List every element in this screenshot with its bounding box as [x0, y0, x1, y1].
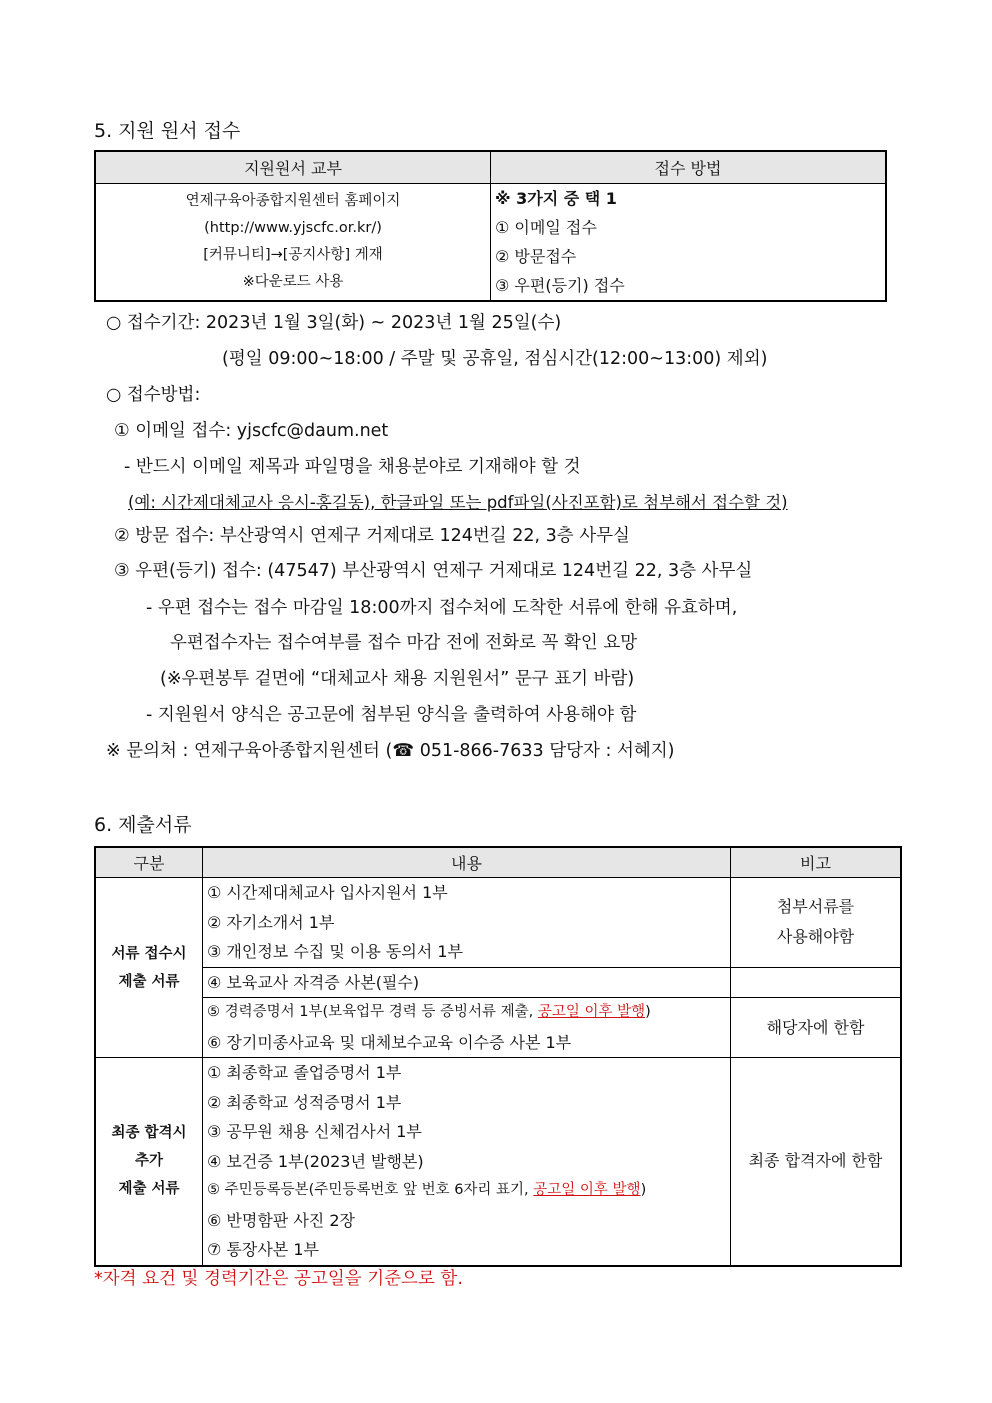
visit-line: ② 방문 접수: 부산광역시 연제구 거제대로 124번길 22, 3층 사무실 — [114, 526, 630, 546]
table-row — [95, 878, 901, 968]
distribution-url: (http://www.yjscfc.or.kr/) — [204, 220, 382, 236]
footnote: *자격 요건 및 경력기간은 공고일을 기준으로 함. — [94, 1269, 463, 1289]
post-note: - 우편 접수는 접수 마감일 18:00까지 접수처에 도착한 서류에 한해 유효하며, — [146, 598, 738, 618]
list-item: ④ 보육교사 자격증 사본(필수) — [207, 972, 420, 992]
col-header-distribution: 지원원서 교부 — [95, 151, 491, 184]
remark-cell — [731, 998, 902, 1058]
item-highlight: 공고일 이후 발행 — [537, 1004, 646, 1020]
method-item: ③ 우편(등기) 접수 — [495, 276, 625, 295]
email-note: - 반드시 이메일 제목과 파일명을 채용분야로 기재해야 할 것 — [124, 457, 581, 477]
item-text: ⑤ 경력증명서 1부(보육업무 경력 등 증빙서류 제출, — [207, 1004, 538, 1020]
section6-title: 6. 제출서류 — [94, 814, 192, 836]
list-item: ② 자기소개서 1부 — [207, 912, 335, 932]
items-cell — [203, 878, 731, 968]
list-item — [207, 1176, 726, 1206]
remark-line: 최종 합격자에 한함 — [748, 1151, 883, 1171]
item-text: ) — [640, 1182, 647, 1198]
section5-title: 5. 지원 원서 접수 — [94, 120, 241, 142]
items-cell — [203, 967, 731, 998]
col-header-remark: 비고 — [731, 847, 902, 878]
post-note: 우편접수자는 접수여부를 접수 마감 전에 전화로 꼭 확인 요망 — [170, 633, 638, 653]
list-item: ⑥ 장기미종사교육 및 대체보수교육 이수증 사본 1부 — [207, 1032, 572, 1052]
contact-prefix: ※ 문의처 : 연제구육아종합지원센터 ( — [106, 741, 393, 761]
list-item: ① 최종학교 졸업증명서 1부 — [207, 1063, 402, 1082]
category-line: 최종 합격시 — [111, 1125, 187, 1142]
category-cell — [95, 878, 203, 1058]
remark-cell-empty — [731, 967, 902, 998]
distribution-line: 연제구육아종합지원센터 홈페이지 — [185, 193, 401, 209]
contact-line — [106, 737, 675, 762]
table-row — [95, 1058, 901, 1266]
remark-cell — [731, 878, 902, 968]
method-choose: ※ 3가지 중 택 1 — [495, 189, 617, 208]
list-item: ⑦ 통장사본 1부 — [207, 1240, 319, 1259]
item-text: ) — [645, 1004, 651, 1020]
list-item: ① 시간제대체교사 입사지원서 1부 — [207, 883, 448, 902]
col-header-method: 접수 방법 — [491, 151, 887, 184]
period-line: ○ 접수기간: 2023년 1월 3일(화) ~ 2023년 1월 25일(수) — [106, 313, 562, 333]
post-line: ③ 우편(등기) 접수: (47547) 부산광역시 연제구 거제대로 124번길 22, 3층 사무실 — [114, 561, 753, 581]
list-item — [207, 998, 726, 1028]
table-row — [95, 967, 901, 998]
items-cell — [203, 1058, 731, 1266]
method-item: ① 이메일 접수 — [495, 218, 597, 237]
list-item: ⑥ 반명함판 사진 2장 — [207, 1210, 355, 1230]
period-note: (평일 09:00~18:00 / 주말 및 공휴일, 점심시간(12:00~13:00) 제외) — [222, 349, 768, 369]
list-item: ④ 보건증 1부(2023년 발행본) — [207, 1151, 424, 1171]
remark-line: 사용해야함 — [776, 927, 855, 947]
category-line: 서류 접수시 — [111, 945, 187, 962]
list-item: ③ 공무원 채용 신체검사서 1부 — [207, 1122, 422, 1141]
remark-cell — [731, 1058, 902, 1266]
contact-suffix: 051-866-7633 담당자 : 서혜지) — [414, 741, 675, 761]
item-highlight: 공고일 이후 발행 — [533, 1182, 641, 1198]
items-cell — [203, 998, 731, 1058]
category-line: 제출 서류 — [118, 973, 180, 990]
application-table — [94, 150, 887, 302]
distribution-line: ※다운로드 사용 — [242, 274, 344, 290]
category-line: 추가 — [134, 1153, 163, 1170]
list-item: ③ 개인정보 수집 및 이용 동의서 1부 — [207, 942, 463, 961]
post-note: (※우편봉투 겉면에 “대체교사 채용 지원원서” 문구 표기 바람) — [160, 669, 635, 689]
form-note: - 지원원서 양식은 공고문에 첨부된 양식을 출력하여 사용해야 함 — [146, 705, 637, 725]
method-item: ② 방문접수 — [495, 247, 577, 266]
remark-line: 해당자에 한함 — [766, 1017, 865, 1037]
email-line: ① 이메일 접수: yjscfc@daum.net — [114, 421, 389, 441]
col-header-content: 내용 — [203, 847, 731, 878]
item-text: ⑤ 주민등록등본(주민등록번호 앞 번호 6자리 표기, — [207, 1182, 534, 1198]
category-cell — [95, 1058, 203, 1266]
method-label: ○ 접수방법: — [106, 385, 201, 405]
distribution-line: [커뮤니티]→[공지사항] 게재 — [203, 247, 383, 263]
phone-icon: ☎ — [392, 741, 415, 761]
email-example: (예: 시간제대체교사 응시-홍길동), 한글파일 또는 pdf파일(사진포함)로 첨부해서 접수할 것) — [128, 493, 788, 512]
category-line: 제출 서류 — [118, 1181, 180, 1198]
table-row — [95, 998, 901, 1058]
distribution-cell — [95, 184, 491, 302]
col-header-category: 구분 — [95, 847, 203, 878]
remark-line: 첨부서류를 — [776, 897, 855, 917]
method-cell — [491, 184, 887, 302]
documents-table — [94, 846, 902, 1267]
list-item: ② 최종학교 성적증명서 1부 — [207, 1092, 402, 1112]
